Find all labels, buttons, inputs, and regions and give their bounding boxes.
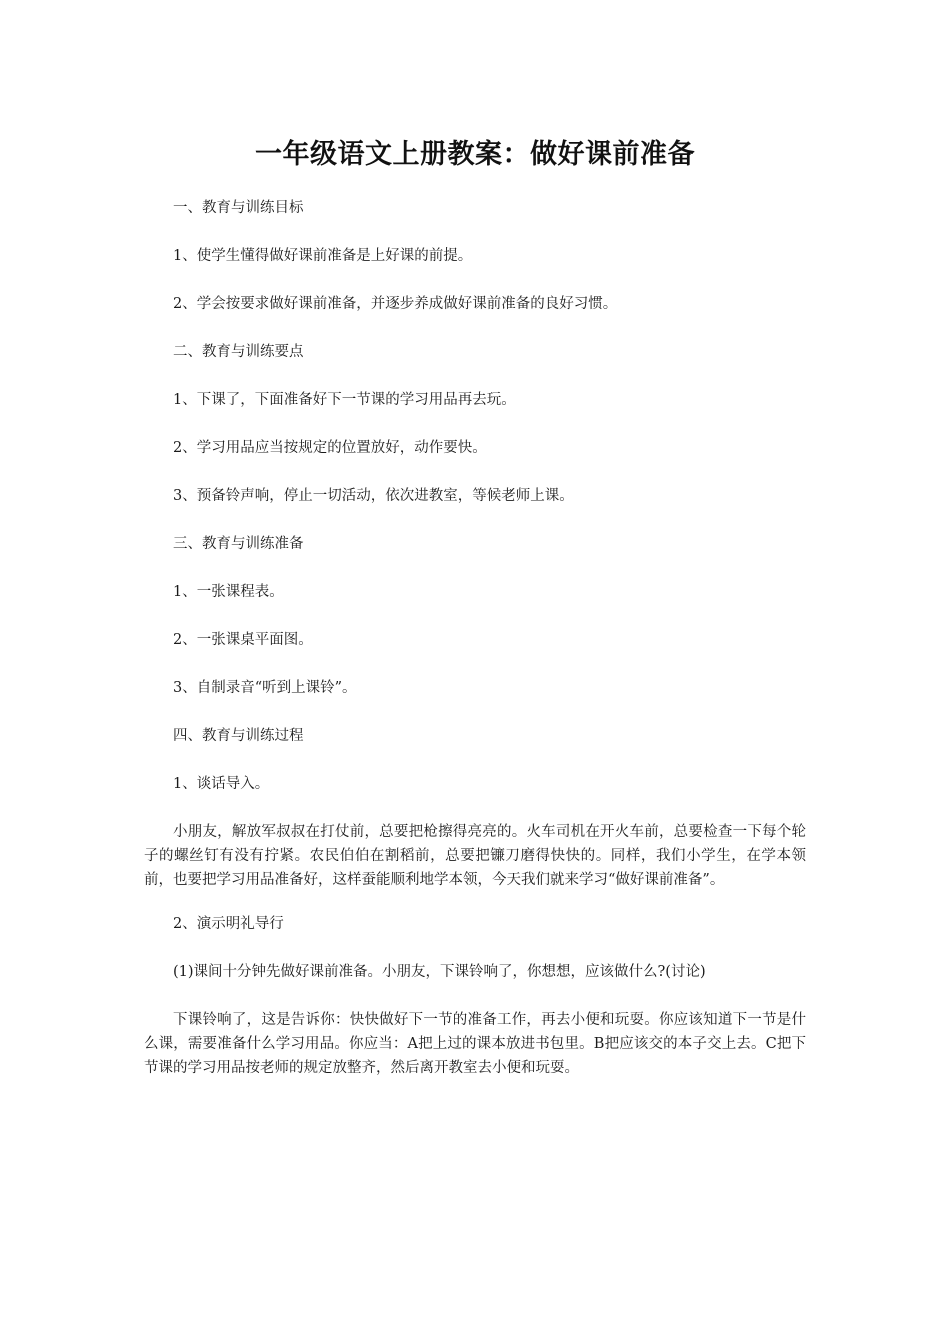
intro-paragraph: 小朋友，解放军叔叔在打仗前，总要把枪擦得亮亮的。火车司机在开火车前，总要检查一下每个轮子的螺丝钉有没有拧紧。农民伯伯在割稻前，总要把镰刀磨得快快的。同样，我们小学生，在学本领前，也要把学习用品准备好，这样蚕能顺利地学本领，今天我们就来学习“做好课前准备”。	[144, 824, 806, 888]
process-step-2: 2、演示明礼导行	[173, 916, 284, 932]
goal-item-2: 2、学会按要求做好课前准备，并逐步养成做好课前准备的良好习惯。	[173, 296, 618, 312]
key-point-item-2: 2、学习用品应当按规定的位置放好，动作要快。	[173, 440, 487, 456]
section-heading-preparation: 三、教育与训练准备	[173, 536, 304, 552]
goal-item-1: 1、使学生懂得做好课前准备是上好课的前提。	[173, 248, 473, 264]
section-heading-goals: 一、教育与训练目标	[173, 200, 304, 216]
process-step-1: 1、谈话导入。	[173, 776, 270, 792]
key-point-item-3: 3、预备铃声响，停止一切活动，依次进教室，等候老师上课。	[173, 488, 574, 504]
document-body	[144, 196, 806, 1104]
preparation-item-3: 3、自制录音“听到上课铃”。	[173, 680, 357, 696]
preparation-item-2: 2、一张课桌平面图。	[173, 632, 313, 648]
explanation-paragraph: 下课铃响了，这是告诉你：快快做好下一节的准备工作，再去小便和玩耍。你应该知道下一节是什么课，需要准备什么学习用品。你应当：A把上过的课本放进书包里。B把应该交的本子交上去。C把下节课的学习用品按老师的规定放整齐，然后离开教室去小便和玩耍。	[144, 1012, 806, 1076]
section-heading-process: 四、教育与训练过程	[173, 728, 304, 744]
process-substep-1: (1)课间十分钟先做好课前准备。小朋友，下课铃响了，你想想，应该做什么?(讨论)	[173, 964, 706, 980]
key-point-item-1: 1、下课了，下面准备好下一节课的学习用品再去玩。	[173, 392, 516, 408]
preparation-item-1: 1、一张课程表。	[173, 584, 284, 600]
document-title: 一年级语文上册教案：做好课前准备	[255, 139, 695, 170]
section-heading-key-points: 二、教育与训练要点	[173, 344, 304, 360]
